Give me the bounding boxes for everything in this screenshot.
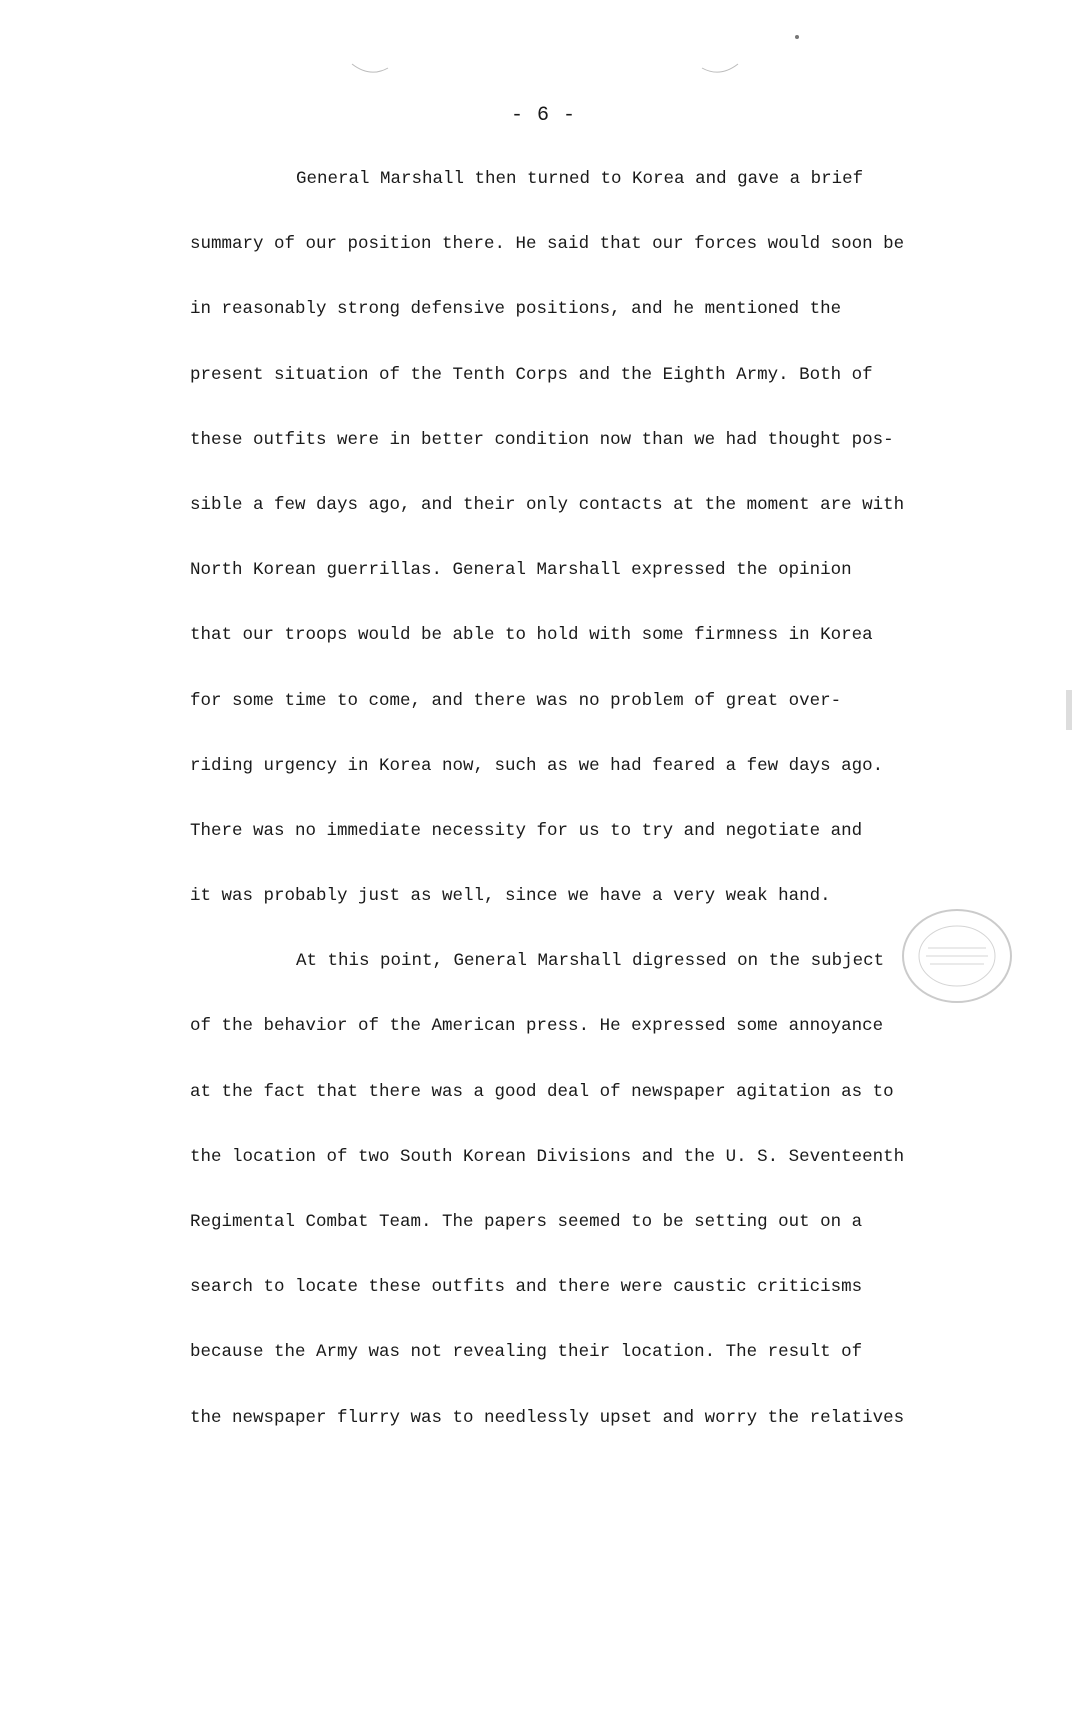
text-line: search to locate these outfits and there were caustic criticisms	[190, 1277, 863, 1298]
text-line: it was probably just as well, since we have a very weak hand.	[190, 886, 831, 907]
scan-speck	[794, 34, 800, 40]
text-line: these outfits were in better condition now than we had thought pos-	[190, 429, 894, 450]
punch-mark-right	[700, 60, 740, 80]
text-line: Regimental Combat Team. The papers seemed to be setting out on a	[190, 1212, 863, 1232]
text-line: At this point, General Marshall digressed on the subject	[296, 951, 885, 972]
text-line: North Korean guerrillas. General Marshall expressed the opinion	[190, 560, 852, 581]
text-line: of the behavior of the American press. He expressed some annoyance	[190, 1016, 884, 1037]
text-line: General Marshall then turned to Korea and gave a brief	[296, 169, 864, 189]
text-line: for some time to come, and there was no problem of great over-	[190, 690, 842, 711]
text-line: the newspaper flurry was to needlessly upset and worry the relatives	[190, 1407, 905, 1428]
text-line: summary of our position there. He said that our forces would soon be	[190, 234, 905, 255]
document-body	[190, 168, 950, 1472]
text-line: sible a few days ago, and their only contacts at the moment are with	[190, 494, 905, 515]
text-line: There was no immediate necessity for us to try and negotiate and	[190, 820, 863, 841]
archive-stamp	[898, 904, 1016, 1008]
text-line: that our troops would be able to hold with some firmness in Korea	[190, 625, 873, 646]
page-number: - 6 -	[510, 104, 576, 127]
text-line: the location of two South Korean Divisions and the U. S. Seventeenth	[190, 1146, 905, 1167]
punch-mark-left	[350, 60, 390, 80]
text-line: riding urgency in Korea now, such as we had feared a few days ago.	[190, 755, 884, 776]
text-line: present situation of the Tenth Corps and the Eighth Army. Both of	[190, 364, 873, 385]
text-line: in reasonably strong defensive positions, and he mentioned the	[190, 299, 842, 320]
edge-smudge	[1064, 690, 1076, 730]
text-line: because the Army was not revealing their location. The result of	[190, 1342, 863, 1363]
text-line: at the fact that there was a good deal of newspaper agitation as to	[190, 1081, 894, 1102]
